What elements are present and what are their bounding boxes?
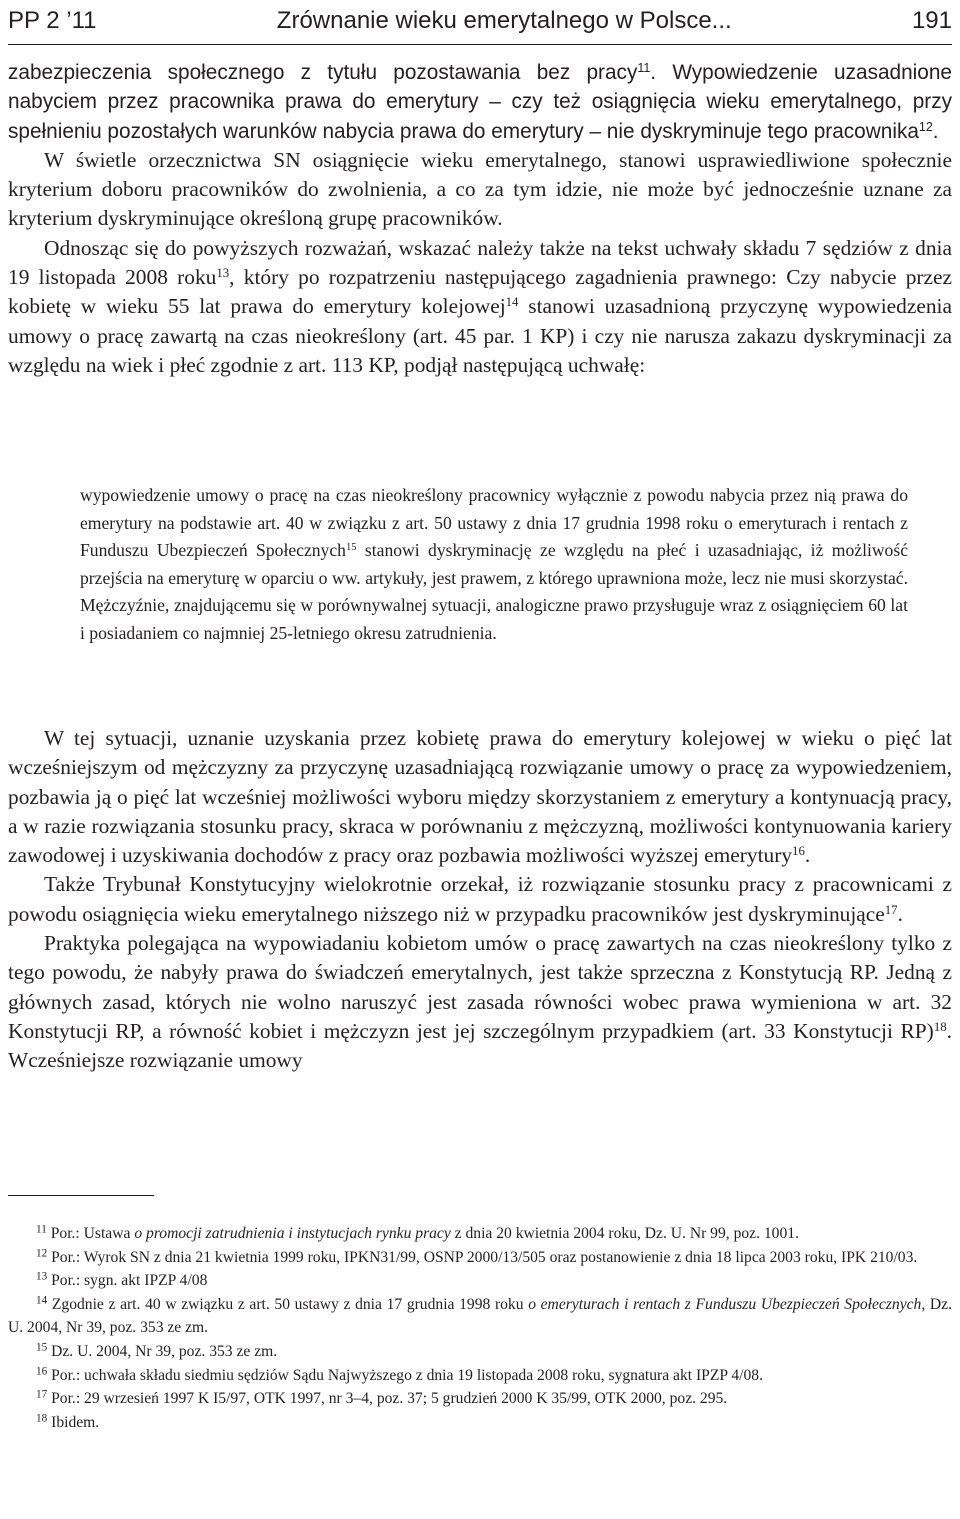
footnote: $^{13}$ Por.: sygn. akt IPZP 4/08 (36, 1270, 208, 1290)
running-title: Zrównanie wieku emerytalnego w Polsce... (276, 7, 732, 34)
footnote-ref: 14 (505, 295, 519, 310)
footnote: $^{14}$ Zgodnie z art. 40 w związku z art. 50 ustawy z dnia 17 grudnia 1998 roku o emeryturach i rentach z Funduszu Ubezpieczeń Społecznych, Dz. U. 2004, Nr 39, poz. 353 ze zm. (8, 1294, 952, 1337)
issue-label: PP 2 ’11 (8, 7, 97, 34)
header-rule (8, 44, 952, 45)
paragraph: Także Trybunał Konstytucyjny wielokrotnie orzekał, iż rozwiązanie stosunku pracy z pracownicami z powodu osiągnięcia wieku emerytalnego niższego niż w przypadku pracowników jest dyskryminujące$^{17}$. (8, 872, 952, 926)
body-text-bottom (8, 724, 952, 1076)
block-quote (80, 482, 908, 648)
footnote: $^{17}$ Por.: 29 wrzesień 1997 K I5/97, OTK 1997, nr 3–4, poz. 37; 5 grudzień 2000 K 35/99, OTK 2000, poz. 295. (36, 1388, 728, 1408)
footnote-ref: 11 (637, 61, 651, 76)
footnote-ref: 16 (792, 844, 805, 859)
paragraph: Odnosząc się do powyższych rozważań, wskazać należy także na tekst uchwały składu 7 sędziów z dnia 19 listopada 2008 roku$^{13}$, który po rozpatrzeniu następującego zagadnienia prawnego: Czy nabycie przez kobietę w wieku 55 lat prawa do emerytury kolejowej$^{14}$ stanowi uzasadnioną przyczynę wypowiedzenia umowy o pracę zawartą na czas nieokreślony (art. 45 par. 1 KP) i czy nie narusza zakazu dyskryminacji za względu na wiek i płeć zgodnie z art. 113 KP, podjął następującą uchwałę: (8, 235, 952, 377)
footnote: $^{18}$ Ibidem. (36, 1412, 100, 1431)
footnotes (8, 1222, 952, 1434)
running-header (8, 4, 952, 38)
footnote-ref: 12 (918, 119, 933, 134)
footnote: $^{16}$ Por.: uchwała składu siedmiu sędziów Sądu Najwyższego z dnia 19 listopada 2008 roku, sygnatura akt IPZP 4/08. (36, 1364, 763, 1384)
paragraph: W tej sytuacji, uznanie uzyskania przez kobietę prawa do emerytury kolejowej w wieku o pięć lat wcześniejszym od mężczyzny za przyczynę uzasadniającą rozwiązanie umowy o pracę za wypowiedzeniem, pozbawia ją o pięć lat wcześniej możliwości wyboru między skorzystaniem z emerytury a kontynuacją pracy, a w razie rozwiązania stosunku pracy, skraca w porównaniu z mężczyzną, możliwości kontynuowania kariery zawodowej i uzyskiwania dochodów z pracy oraz pozbawia możliwości wyższej emerytury$^{16}$. (8, 726, 952, 868)
footnote-ref: 13 (216, 266, 230, 281)
footnote-ref: 18 (933, 1019, 947, 1034)
body-text-top (8, 58, 952, 380)
footnote-ref: 15 (345, 542, 357, 554)
footnote: $^{12}$ Por.: Wyrok SN z dnia 21 kwietnia 1999 roku, IPKN31/99, OSNP 2000/13/505 oraz postanowienie z dnia 18 lipca 2003 roku, IPK 210/03. (36, 1246, 918, 1266)
page-number: 191 (911, 7, 952, 34)
footnote-rule (8, 1195, 154, 1196)
paragraph: W świetle orzecznictwa SN osiągnięcie wieku emerytalnego, stanowi usprawiedliwione społecznie kryterium doboru pracowników do zwolnienia, a co za tym idzie, nie może być jednocześnie uznane za kryterium dyskryminujące określoną grupę pracowników. (8, 147, 952, 231)
quote-text: wypowiedzenie umowy o pracę na czas nieokreślony pracownicy wyłącznie z powodu nabycia przez nią prawa do emerytury na podstawie art. 40 w związku z art. 50 ustawy z dnia 17 grudnia 1998 roku o emeryturach i rentach z Funduszu Ubezpieczeń Społecznych$^{15}$ stanowi dyskryminację ze względu na płeć i uzasadniając, iż możliwość przejścia na emeryturę w oparciu o ww. artykuły, jest prawem, z którego uprawniona może, lecz nie musi skorzystać. Mężczyźnie, znajdującemu się w porównywalnej sytuacji, analogiczne prawo przysługuje wraz z osiągnięciem 60 lat i posiadaniem co najmniej 25-letniego okresu zatrudnienia. (80, 485, 908, 643)
paragraph: zabezpieczenia społecznego z tytułu pozostawania bez pracy$^{11}$. Wypowiedzenie uzasadnione nabyciem przez pracownika prawa do emerytury – czy też osiągnięcia wieku emerytalnego, przy spełnieniu pozostałych warunków nabycia prawa do emerytury – nie dyskryminuje tego pracownika$^{12}$. (8, 61, 952, 143)
footnote-ref: 17 (884, 902, 898, 917)
paragraph: Praktyka polegająca na wypowiadaniu kobietom umów o pracę zawartych na czas nieokreślony tylko z tego powodu, że nabyły prawa do świadczeń emerytalnych, jest także sprzeczna z Konstytucją RP. Jedną z głównych zasad, których nie wolno naruszyć jest zasada równości wobec prawa wymieniona w art. 32 Konstytucji RP, a równość kobiet i mężczyzn jest jej szczególnym przypadkiem (art. 33 Konstytucji RP)$^{18}$. Wcześniejsze rozwiązanie umowy (8, 931, 952, 1073)
footnote: $^{15}$ Dz. U. 2004, Nr 39, poz. 353 ze zm. (36, 1341, 278, 1360)
footnote: $^{11}$ Por.: Ustawa o promocji zatrudnienia i instytucjach rynku pracy z dnia 20 kwietnia 2004 roku, Dz. U. Nr 99, poz. 1001. (36, 1223, 799, 1242)
